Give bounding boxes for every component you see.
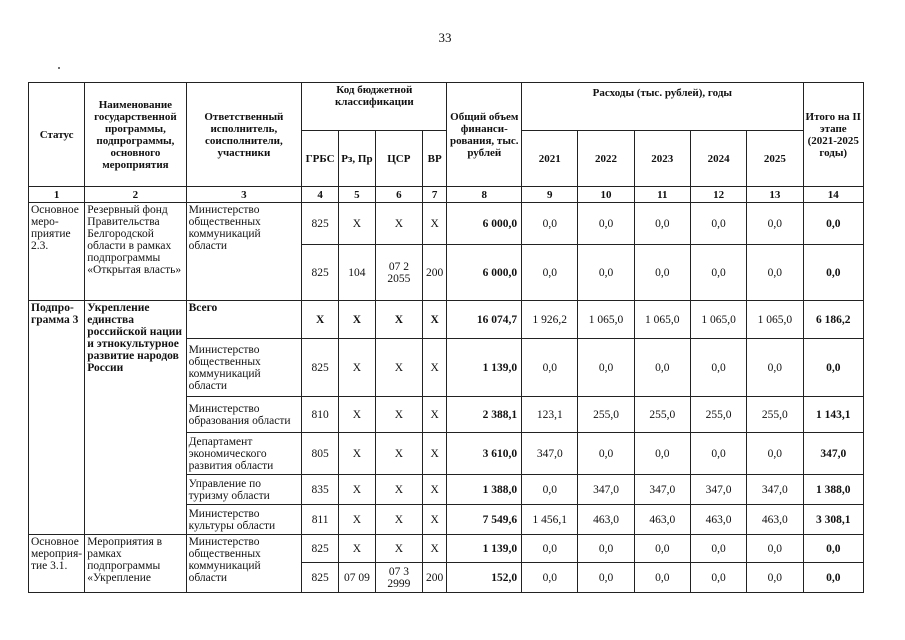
csr-cell: Х <box>375 535 422 563</box>
total-cell: 6 000,0 <box>447 245 522 301</box>
year-2021-cell: 1 926,2 <box>522 301 578 339</box>
column-number: 5 <box>339 187 376 203</box>
header-executor: Ответственный исполнитель, соисполнители, участники <box>186 83 302 187</box>
column-number: 11 <box>634 187 690 203</box>
grbs-cell: 825 <box>302 535 339 563</box>
column-number: 4 <box>302 187 339 203</box>
vr-cell: Х <box>422 339 447 397</box>
executor-cell: Всего <box>186 301 302 339</box>
year-2023-cell: 463,0 <box>634 505 690 535</box>
year-2022-cell: 0,0 <box>578 245 634 301</box>
year-2023-cell: 0,0 <box>634 339 690 397</box>
header-csr: ЦСР <box>375 131 422 187</box>
status-cell: Основное мероприя-тие 3.1. <box>29 535 85 593</box>
year-2023-cell: 0,0 <box>634 563 690 593</box>
year-2022-cell: 0,0 <box>578 563 634 593</box>
year-2025-cell: 463,0 <box>747 505 803 535</box>
year-2022-cell: 1 065,0 <box>578 301 634 339</box>
page-number: 33 <box>438 30 452 45</box>
total-cell: 152,0 <box>447 563 522 593</box>
year-2025-cell: 255,0 <box>747 397 803 433</box>
csr-cell: 07 3 2999 <box>375 563 422 593</box>
stray-mark <box>58 67 60 69</box>
vr-cell: 200 <box>422 563 447 593</box>
grbs-cell: 805 <box>302 433 339 475</box>
header-vr: ВР <box>422 131 447 187</box>
year-2021-cell: 0,0 <box>522 475 578 505</box>
program-name-cell: Резервный фонд Правительства Белгородской области в рамках подпрограммы «Открытая власть» <box>85 203 186 301</box>
year-2025-cell: 0,0 <box>747 203 803 245</box>
executor-cell: Управление по туризму области <box>186 475 302 505</box>
table-row <box>29 203 864 245</box>
csr-cell: Х <box>375 301 422 339</box>
year-2023-cell: 255,0 <box>634 397 690 433</box>
rzpr-cell: Х <box>339 397 376 433</box>
stage-total-cell: 6 186,2 <box>803 301 864 339</box>
rzpr-cell: Х <box>339 535 376 563</box>
column-number: 10 <box>578 187 634 203</box>
year-2024-cell: 255,0 <box>690 397 746 433</box>
grbs-cell: 835 <box>302 475 339 505</box>
header-stage-total: Итого на II этапе (2021-2025 годы) <box>803 83 864 187</box>
vr-cell: Х <box>422 505 447 535</box>
year-2023-cell: 0,0 <box>634 203 690 245</box>
vr-cell: 200 <box>422 245 447 301</box>
rzpr-cell: Х <box>339 301 376 339</box>
year-2022-cell: 0,0 <box>578 433 634 475</box>
year-2025-cell: 0,0 <box>747 433 803 475</box>
vr-cell: Х <box>422 475 447 505</box>
year-2025-cell: 347,0 <box>747 475 803 505</box>
year-2022-cell: 255,0 <box>578 397 634 433</box>
column-number: 1 <box>29 187 85 203</box>
header-status: Статус <box>29 83 85 187</box>
budget-table <box>28 82 864 593</box>
grbs-cell: 811 <box>302 505 339 535</box>
column-number: 2 <box>85 187 186 203</box>
header-year-2023: 2023 <box>634 131 690 187</box>
executor-cell: Министерство культуры области <box>186 505 302 535</box>
stage-total-cell: 0,0 <box>803 563 864 593</box>
year-2021-cell: 1 456,1 <box>522 505 578 535</box>
program-name-cell: Мероприятия в рамках подпрограммы «Укрепление <box>85 535 186 593</box>
executor-cell: Департамент экономического развития области <box>186 433 302 475</box>
table-row <box>29 301 864 339</box>
header-expenses: Расходы (тыс. рублей), годы <box>522 83 803 131</box>
vr-cell: Х <box>422 535 447 563</box>
executor-cell: Министерство общественных коммуникаций области <box>186 535 302 593</box>
vr-cell: Х <box>422 397 447 433</box>
year-2024-cell: 0,0 <box>690 433 746 475</box>
year-2022-cell: 0,0 <box>578 339 634 397</box>
header-year-2025: 2025 <box>747 131 803 187</box>
csr-cell: Х <box>375 505 422 535</box>
column-number: 8 <box>447 187 522 203</box>
column-number: 14 <box>803 187 864 203</box>
header-name: Наименование государственной программы, подпрограммы, основного мероприятия <box>85 83 186 187</box>
rzpr-cell: Х <box>339 433 376 475</box>
total-cell: 1 139,0 <box>447 339 522 397</box>
header-year-2021: 2021 <box>522 131 578 187</box>
year-2021-cell: 0,0 <box>522 339 578 397</box>
year-2023-cell: 0,0 <box>634 433 690 475</box>
year-2023-cell: 347,0 <box>634 475 690 505</box>
year-2025-cell: 0,0 <box>747 245 803 301</box>
total-cell: 7 549,6 <box>447 505 522 535</box>
year-2024-cell: 0,0 <box>690 339 746 397</box>
column-number: 6 <box>375 187 422 203</box>
csr-cell: Х <box>375 203 422 245</box>
year-2024-cell: 0,0 <box>690 535 746 563</box>
year-2025-cell: 0,0 <box>747 563 803 593</box>
year-2023-cell: 1 065,0 <box>634 301 690 339</box>
year-2021-cell: 0,0 <box>522 535 578 563</box>
csr-cell: Х <box>375 339 422 397</box>
grbs-cell: 825 <box>302 203 339 245</box>
stage-total-cell: 0,0 <box>803 203 864 245</box>
column-number: 12 <box>690 187 746 203</box>
year-2021-cell: 0,0 <box>522 203 578 245</box>
csr-cell: Х <box>375 433 422 475</box>
year-2025-cell: 1 065,0 <box>747 301 803 339</box>
year-2021-cell: 0,0 <box>522 563 578 593</box>
year-2024-cell: 0,0 <box>690 203 746 245</box>
year-2024-cell: 1 065,0 <box>690 301 746 339</box>
column-numbers-row <box>29 187 864 203</box>
year-2024-cell: 0,0 <box>690 245 746 301</box>
csr-cell: 07 2 2055 <box>375 245 422 301</box>
executor-cell: Министерство общественных коммуникаций области <box>186 203 302 301</box>
year-2022-cell: 0,0 <box>578 535 634 563</box>
executor-cell: Министерство образования области <box>186 397 302 433</box>
column-number: 9 <box>522 187 578 203</box>
stage-total-cell: 1 388,0 <box>803 475 864 505</box>
header-total: Общий объем финанси-рования, тыс. рублей <box>447 83 522 187</box>
header-rzpr: Рз, Пр <box>339 131 376 187</box>
grbs-cell: 825 <box>302 563 339 593</box>
rzpr-cell: Х <box>339 475 376 505</box>
vr-cell: Х <box>422 203 447 245</box>
year-2022-cell: 0,0 <box>578 203 634 245</box>
stage-total-cell: 0,0 <box>803 339 864 397</box>
grbs-cell: 810 <box>302 397 339 433</box>
total-cell: 3 610,0 <box>447 433 522 475</box>
column-number: 3 <box>186 187 302 203</box>
year-2025-cell: 0,0 <box>747 339 803 397</box>
year-2025-cell: 0,0 <box>747 535 803 563</box>
stage-total-cell: 3 308,1 <box>803 505 864 535</box>
year-2024-cell: 0,0 <box>690 563 746 593</box>
year-2023-cell: 0,0 <box>634 245 690 301</box>
csr-cell: Х <box>375 397 422 433</box>
csr-cell: Х <box>375 475 422 505</box>
grbs-cell: 825 <box>302 339 339 397</box>
total-cell: 16 074,7 <box>447 301 522 339</box>
rzpr-cell: 104 <box>339 245 376 301</box>
program-name-cell: Укрепление единства российской нации и этнокультурное развитие народов России <box>85 301 186 535</box>
year-2021-cell: 347,0 <box>522 433 578 475</box>
grbs-cell: Х <box>302 301 339 339</box>
column-number: 13 <box>747 187 803 203</box>
rzpr-cell: Х <box>339 505 376 535</box>
rzpr-cell: Х <box>339 203 376 245</box>
rzpr-cell: 07 09 <box>339 563 376 593</box>
header-budget-code: Код бюджетной классификации <box>302 83 447 131</box>
stage-total-cell: 347,0 <box>803 433 864 475</box>
column-number: 7 <box>422 187 447 203</box>
year-2021-cell: 123,1 <box>522 397 578 433</box>
stage-total-cell: 0,0 <box>803 245 864 301</box>
stage-total-cell: 1 143,1 <box>803 397 864 433</box>
total-cell: 6 000,0 <box>447 203 522 245</box>
executor-cell: Министерство общественных коммуникаций области <box>186 339 302 397</box>
year-2024-cell: 347,0 <box>690 475 746 505</box>
year-2023-cell: 0,0 <box>634 535 690 563</box>
year-2024-cell: 463,0 <box>690 505 746 535</box>
total-cell: 2 388,1 <box>447 397 522 433</box>
year-2022-cell: 463,0 <box>578 505 634 535</box>
rzpr-cell: Х <box>339 339 376 397</box>
total-cell: 1 388,0 <box>447 475 522 505</box>
header-year-2024: 2024 <box>690 131 746 187</box>
year-2021-cell: 0,0 <box>522 245 578 301</box>
header-grbs: ГРБС <box>302 131 339 187</box>
stage-total-cell: 0,0 <box>803 535 864 563</box>
total-cell: 1 139,0 <box>447 535 522 563</box>
header-year-2022: 2022 <box>578 131 634 187</box>
table-row <box>29 535 864 563</box>
vr-cell: Х <box>422 301 447 339</box>
vr-cell: Х <box>422 433 447 475</box>
year-2022-cell: 347,0 <box>578 475 634 505</box>
grbs-cell: 825 <box>302 245 339 301</box>
status-cell: Основное меро-приятие 2.3. <box>29 203 85 301</box>
status-cell: Подпро-грамма 3 <box>29 301 85 535</box>
